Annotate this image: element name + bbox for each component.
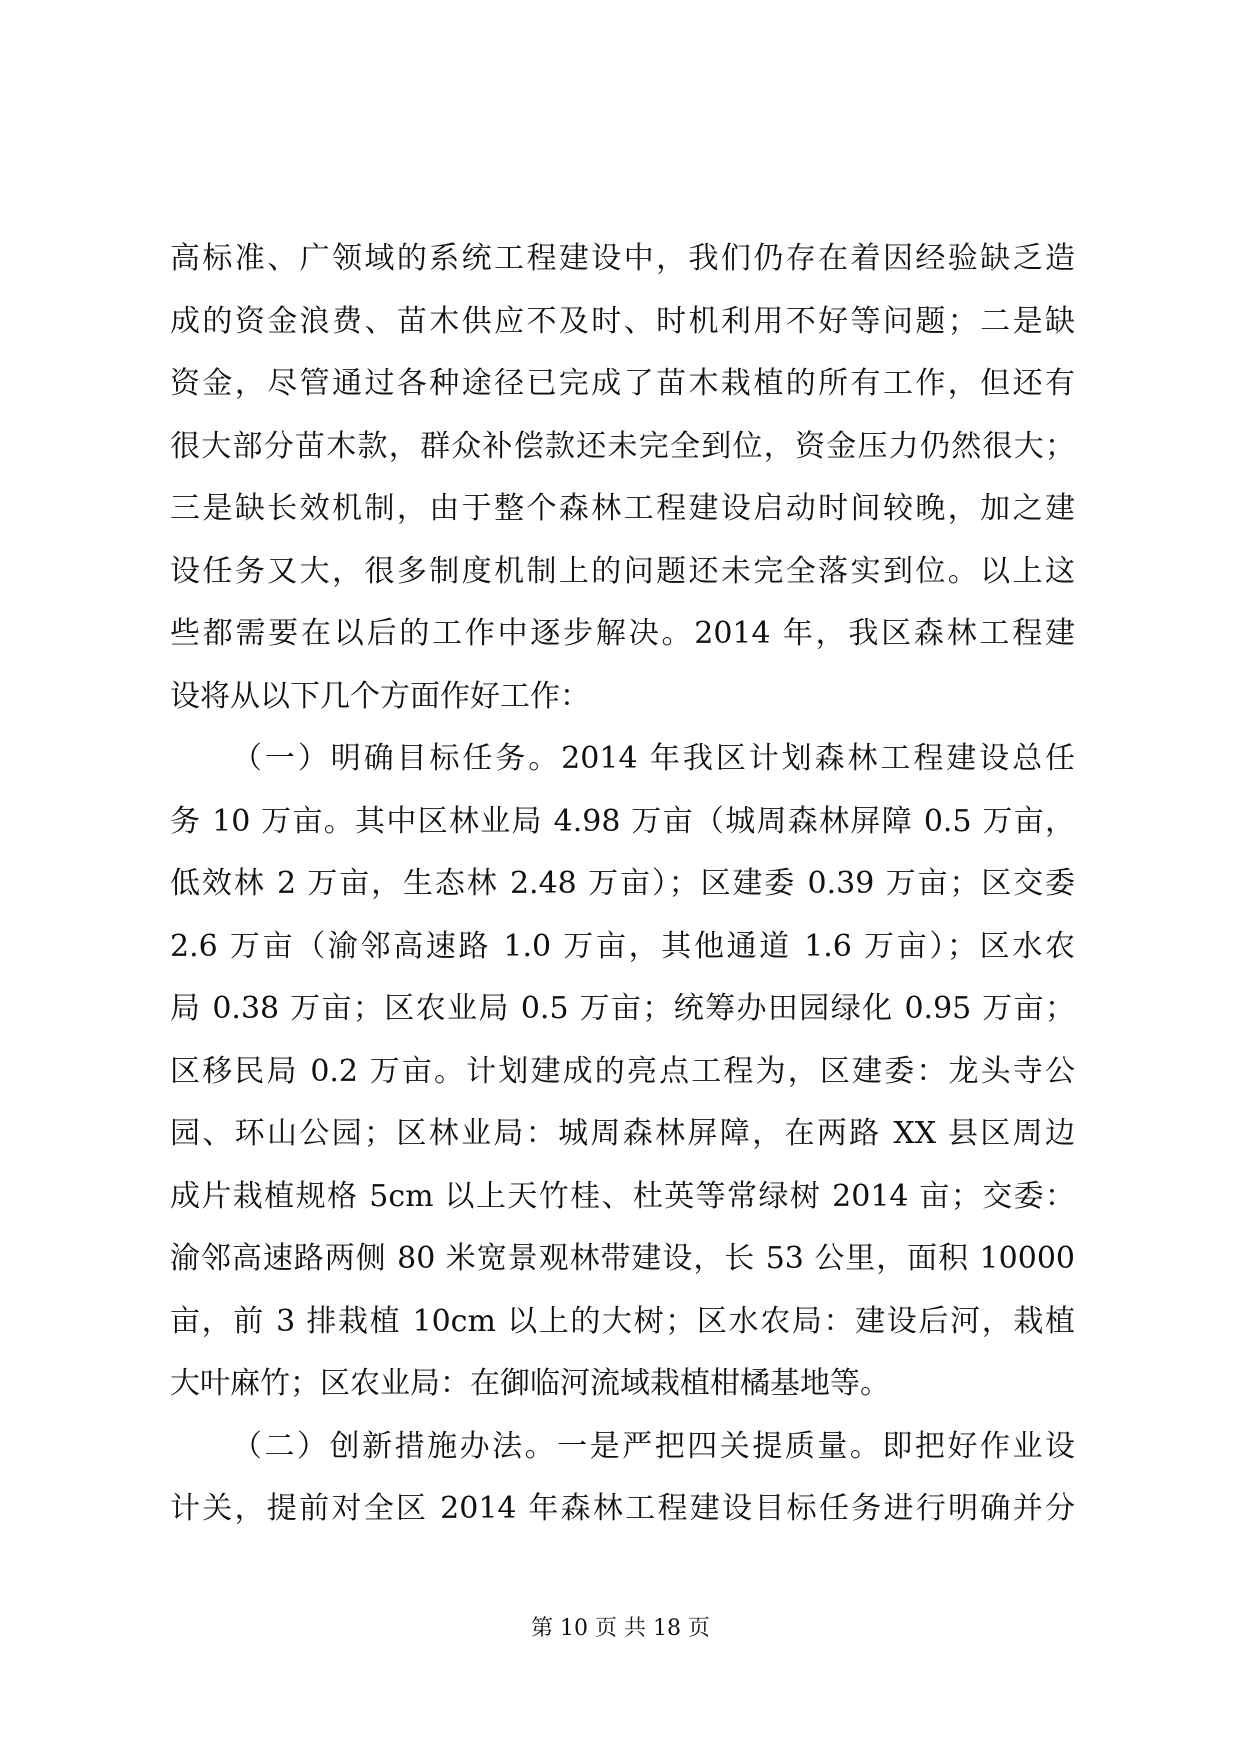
text-line: 园、环山公园；区林业局：城周森林屏障，在两路 XX 县区周边 xyxy=(170,1116,1075,1151)
text-line: 设将从以下几个方面作好工作： xyxy=(170,678,590,714)
text-line: 高标准、广领域的系统工程建设中，我们仍存在着因经验缺乏造 xyxy=(170,241,1075,276)
text-line: 渝邻高速路两侧 80 米宽景观林带建设，长 53 公里，面积 10000 xyxy=(170,1241,1075,1276)
text-line: 很大部分苗木款，群众补偿款还未完全到位，资金压力仍然很大； xyxy=(170,428,1075,464)
text-line: 低效林 2 万亩，生态林 2.48 万亩）；区建委 0.39 万亩；区交委 xyxy=(170,866,1075,901)
text-line: 区移民局 0.2 万亩。计划建成的亮点工程为，区建委：龙头寺公 xyxy=(170,1053,1075,1089)
text-line: 成片栽植规格 5cm 以上天竹桂、杜英等常绿树 2014 亩；交委： xyxy=(170,1178,1075,1214)
section-heading-line: （一）明确目标任务。2014 年我区计划森林工程建设总任 xyxy=(232,741,1075,776)
page-number-footer: 第 10 页 共 18 页 xyxy=(531,1616,710,1641)
text-line: 局 0.38 万亩；区农业局 0.5 万亩；统筹办田园绿化 0.95 万亩； xyxy=(170,991,1075,1026)
text-line: 设任务又大，很多制度机制上的问题还未完全落实到位。以上这 xyxy=(170,553,1075,589)
document-body xyxy=(170,228,1075,1541)
section-heading-line: （二）创新措施办法。一是严把四关提质量。即把好作业设 xyxy=(232,1428,1075,1464)
text-line: 2.6 万亩（渝邻高速路 1.0 万亩，其他通道 1.6 万亩）；区水农 xyxy=(170,928,1075,964)
text-line: 务 10 万亩。其中区林业局 4.98 万亩（城周森林屏障 0.5 万亩， xyxy=(170,803,1075,839)
text-line: 成的资金浪费、苗木供应不及时、时机利用不好等问题；二是缺 xyxy=(170,303,1075,339)
text-line: 大叶麻竹；区农业局：在御临河流域栽植柑橘基地等。 xyxy=(170,1366,890,1401)
text-line: 计关，提前对全区 2014 年森林工程建设目标任务进行明确并分 xyxy=(170,1491,1075,1526)
text-line: 些都需要在以后的工作中逐步解决。2014 年，我区森林工程建 xyxy=(170,616,1075,651)
text-line: 亩，前 3 排栽植 10cm 以上的大树；区水农局：建设后河，栽植 xyxy=(170,1303,1075,1339)
text-line: 三是缺长效机制，由于整个森林工程建设启动时间较晚，加之建 xyxy=(170,491,1075,526)
text-line: 资金，尽管通过各种途径已完成了苗木栽植的所有工作，但还有 xyxy=(170,366,1075,401)
